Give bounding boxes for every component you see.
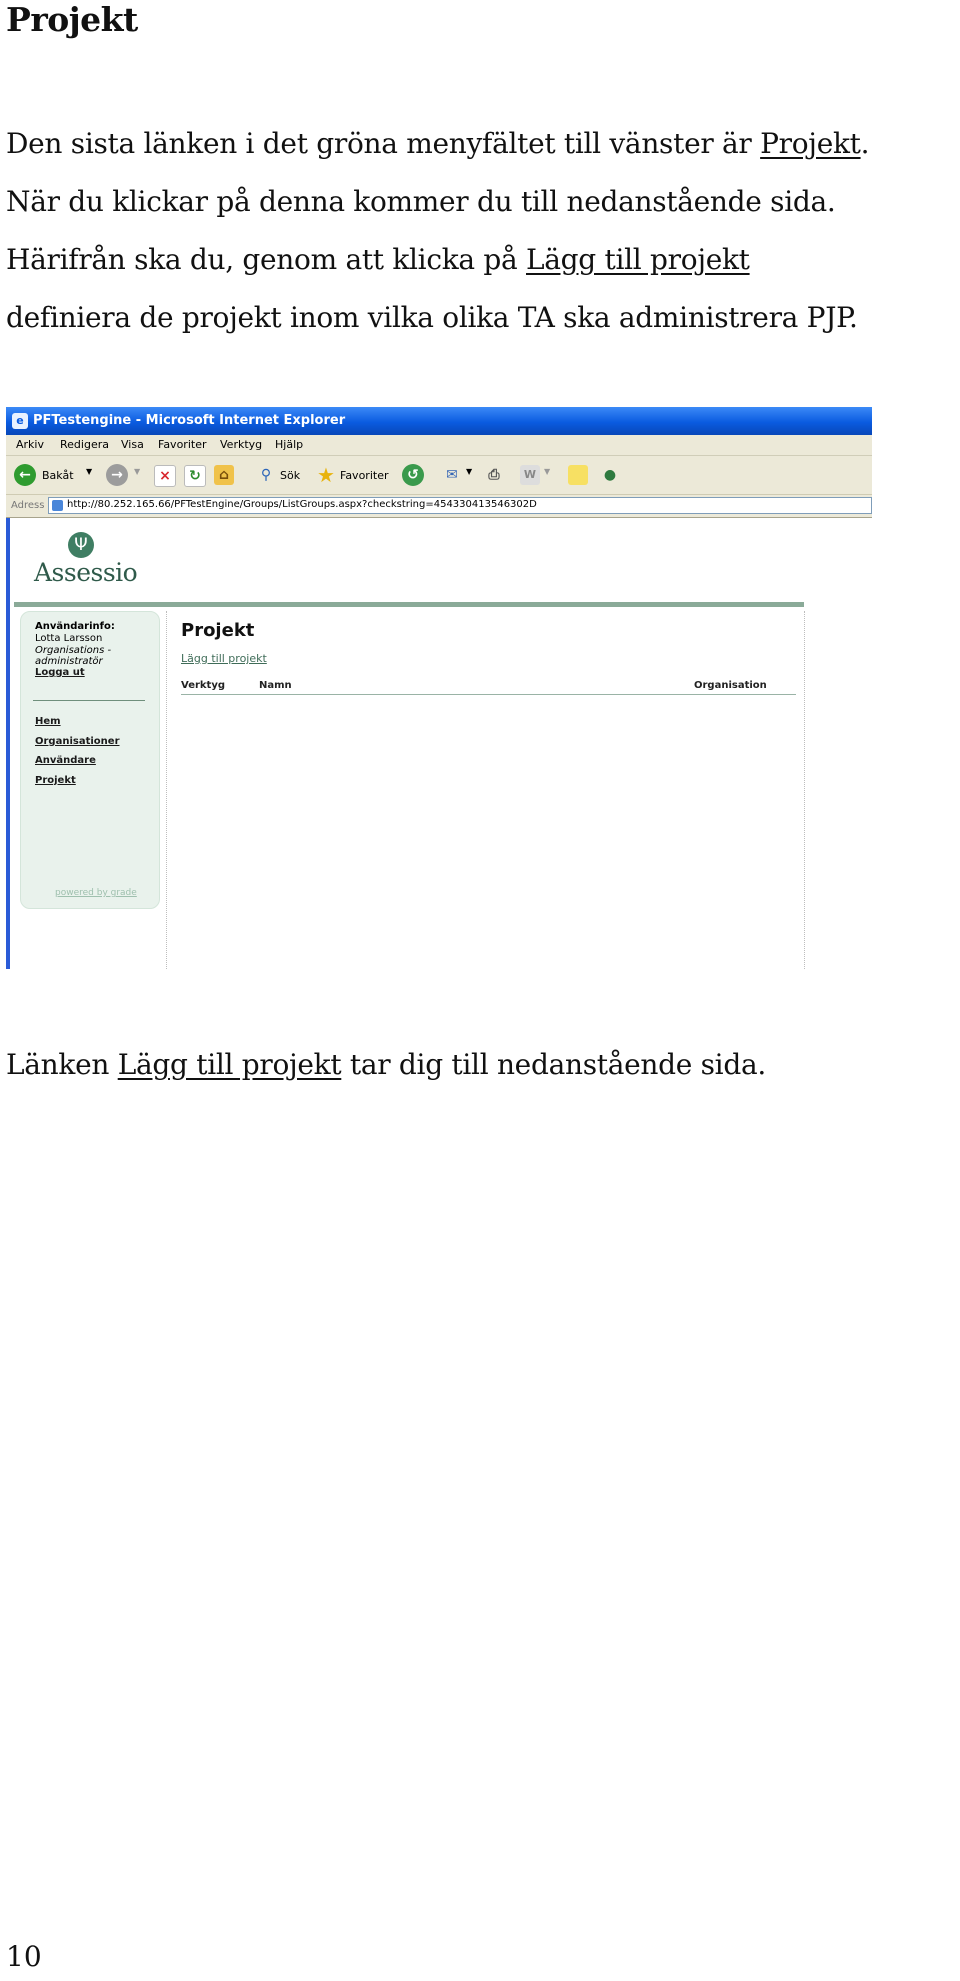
forward-arrow-icon[interactable]: →	[106, 464, 128, 486]
assessio-logo-icon: Ψ	[68, 532, 94, 558]
mail-dropdown-icon[interactable]: ▼	[466, 467, 473, 476]
page-number: 10	[6, 1940, 42, 1973]
menu-redigera[interactable]: Redigera	[60, 438, 109, 451]
sidebar-divider-line	[33, 700, 145, 701]
menu-arkiv[interactable]: Arkiv	[16, 438, 44, 451]
browser-title: PFTestengine - Microsoft Internet Explorer	[33, 413, 346, 428]
menu-hjalp[interactable]: Hjälp	[275, 438, 304, 451]
add-project-link-text-2: Lägg till projekt	[117, 1048, 342, 1081]
browser-titlebar	[6, 407, 872, 435]
forward-dropdown-icon[interactable]: ▼	[134, 467, 141, 476]
intro-line3: Härifrån ska du, genom att klicka på Lägg till projekt	[6, 243, 750, 276]
sidebar-item-organisationer[interactable]: Organisationer	[35, 736, 120, 747]
menu-verktyg[interactable]: Verktyg	[220, 438, 263, 451]
address-field[interactable]	[48, 497, 872, 514]
browser-screenshot	[6, 407, 872, 969]
assessio-logo-text: Assessio	[34, 558, 138, 587]
logout-link[interactable]: Logga ut	[35, 667, 85, 678]
intro-line4: definiera de projekt inom vilka olika TA ska administrera PJP.	[6, 301, 858, 334]
user-role-line1: Organisations -	[35, 645, 112, 656]
favorites-star-icon[interactable]: ★	[317, 463, 335, 487]
browser-toolbar	[6, 456, 872, 495]
back-arrow-icon[interactable]: ←	[14, 464, 36, 486]
search-button-label[interactable]: Sök	[280, 469, 301, 482]
search-icon[interactable]: ⚲	[260, 467, 272, 483]
content-right-border	[804, 611, 805, 969]
sidebar-item-anvandare[interactable]: Användare	[35, 755, 96, 766]
add-project-link[interactable]: Lägg till projekt	[181, 652, 267, 665]
user-name: Lotta Larsson	[35, 633, 103, 644]
menu-favoriter[interactable]: Favoriter	[158, 438, 207, 451]
column-header-verktyg[interactable]: Verktyg	[181, 680, 226, 691]
browser-addressbar	[6, 495, 872, 518]
intro-paragraph	[6, 115, 956, 347]
mail-icon[interactable]: ✉	[446, 467, 458, 483]
user-role-line2: administratör	[35, 656, 103, 667]
second-paragraph: Länken Lägg till projekt tar dig till nedanstående sida.	[6, 1048, 766, 1081]
notes-icon[interactable]	[568, 465, 588, 485]
content-title: Projekt	[181, 620, 255, 641]
address-url[interactable]: http://80.252.165.66/PFTestEngine/Groups/ListGroups.aspx?checkstring=454330413546302D	[67, 499, 537, 510]
userinfo-label: Användarinfo:	[35, 621, 115, 632]
ie-icon: e	[12, 413, 28, 429]
sidebar-item-hem[interactable]: Hem	[35, 716, 61, 727]
table-header-underline	[181, 694, 796, 695]
web-page	[6, 518, 872, 969]
column-header-organisation[interactable]: Organisation	[694, 680, 767, 691]
messenger-icon[interactable]: ●	[603, 467, 617, 483]
page-icon	[52, 500, 63, 511]
address-label: Adress	[11, 500, 45, 511]
add-project-link-text: Lägg till projekt	[526, 243, 750, 276]
content-left-border	[166, 611, 167, 969]
column-header-namn[interactable]: Namn	[259, 680, 292, 691]
home-icon[interactable]: ⌂	[214, 465, 234, 485]
print-icon[interactable]: ⎙	[488, 467, 500, 483]
menu-visa[interactable]: Visa	[121, 438, 144, 451]
edit-word-icon[interactable]: W	[520, 465, 540, 485]
browser-menubar	[6, 435, 872, 456]
window-left-edge	[6, 518, 10, 969]
projekt-link-text: Projekt	[760, 127, 861, 160]
stop-icon[interactable]: ×	[154, 465, 176, 487]
back-dropdown-icon[interactable]: ▼	[86, 467, 93, 476]
doc-heading: Projekt	[6, 0, 138, 39]
powered-by-link[interactable]: powered by grade	[55, 888, 137, 898]
intro-line1: Den sista länken i det gröna menyfältet till vänster är Projekt.	[6, 127, 870, 160]
sidebar-item-projekt[interactable]: Projekt	[35, 775, 76, 786]
history-icon[interactable]: ↺	[402, 464, 424, 486]
favorites-button-label[interactable]: Favoriter	[340, 469, 389, 482]
refresh-icon[interactable]: ↻	[184, 465, 206, 487]
back-button-label[interactable]: Bakåt	[42, 469, 74, 482]
edit-dropdown-icon[interactable]: ▼	[544, 467, 551, 476]
header-divider	[14, 602, 804, 607]
intro-line2: När du klickar på denna kommer du till nedanstående sida.	[6, 185, 836, 218]
sidebar	[20, 611, 160, 909]
